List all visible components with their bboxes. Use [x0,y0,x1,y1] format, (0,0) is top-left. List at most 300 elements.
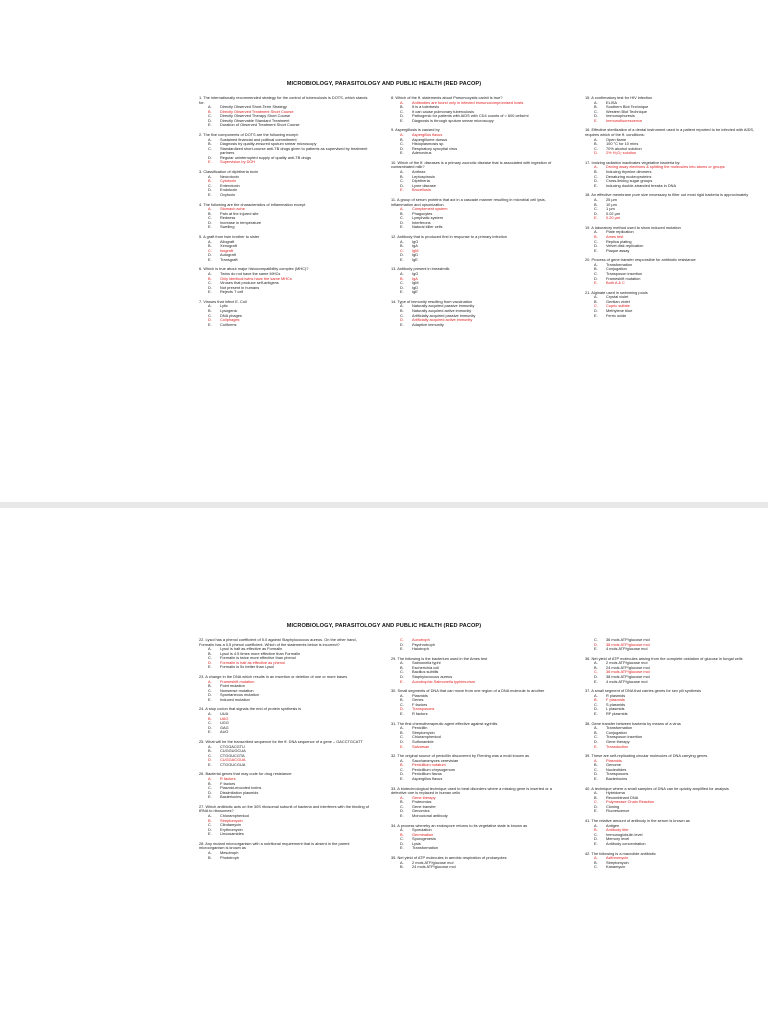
question-block [585,787,757,814]
choice-text: Conjugation [606,266,627,272]
question-block [585,128,757,155]
choice-letter: C. [208,720,212,726]
choice-text: 1 µm [606,206,615,212]
choice-text: Driving away electrons & splitting the molecules into atoms or groups [606,164,725,170]
choice-text: IgM [412,247,419,253]
choice-letter: E. [594,711,598,717]
choice-letter: E. [400,187,404,193]
choice-letter: B. [594,859,598,865]
choice-text: Crystal violet [606,294,629,300]
choice-letter: D. [208,154,212,160]
choice-text: R factors [412,711,428,717]
question-block [199,170,371,197]
question-text: 21. Alginate used in swimming pools [585,289,648,295]
choice-letter: E. [208,761,212,767]
choice-letter: E. [400,224,404,230]
choice-letter: E. [594,840,598,846]
choice-text: Transposons [412,706,435,712]
choice-text: UGG [220,720,229,726]
choice-text: Both A & C [606,280,625,286]
question-block [199,740,371,767]
choice-text: Frameshift mutation [606,275,641,281]
question-block [391,638,563,652]
choice-text: Point mutation [220,683,245,689]
choice-letter: B. [594,104,598,110]
question-text: 20. Process of gene transfer responsible for antibiotic resistance [585,257,696,263]
choice-letter: B. [400,664,404,670]
question-text: 33. A biotechnological technique used to treat disorders where a missing gene is inserted or a defective one is replaced in human cells [391,785,552,796]
choice-text: 2 mols ATP/glucose mol [412,859,454,865]
choice-text: Cross-linking sugar groups [606,178,653,184]
choice-letter: C. [208,752,212,758]
choice-letter: B. [400,831,404,837]
choice-letter: A. [208,270,212,276]
choice-letter: B. [400,210,404,216]
question-text: 3. Classification of diphtheria toxin [199,169,259,175]
question-text: 6. Which is true about major histocompatibility complex (MHC)? [199,266,309,272]
choice-letter: D. [400,317,404,323]
choice-option [585,842,757,847]
choice-letter: A. [400,859,404,865]
choice-text: Psychrotroph [412,641,435,647]
document-page-2 [0,508,768,1024]
choice-letter: D. [594,803,598,809]
choice-letter: B. [208,748,212,754]
choice-letter: A. [594,229,598,235]
choice-letter: C. [400,280,404,286]
choice-letter: E. [400,775,404,781]
choice-letter: A. [594,725,598,731]
choice-text: 25 µm [606,196,617,202]
choice-text: Not present in humans [220,284,260,290]
choice-text: Twins do not have the same MHCs [220,270,281,276]
choice-text: Formalin is 5x better than Lysol [220,664,274,670]
choice-text: Plasmids [412,692,428,698]
choice-letter: B. [208,817,212,823]
choice-letter: B. [208,683,212,689]
choice-letter: D. [594,706,598,712]
choice-text: Supervision by DOH [220,159,256,165]
choice-letter: B. [594,729,598,735]
choice-text: GAG [220,724,229,730]
choice-letter: A. [208,104,212,110]
choice-letter: A. [208,743,212,749]
choice-text: Coliforms [220,321,237,327]
choice-letter: E. [208,256,212,262]
choice-letter: C. [594,303,598,309]
choice-text: IgD [412,284,419,290]
choice-text: Transduction [606,743,629,749]
choice-text: 10 µm [606,201,617,207]
question-block [585,657,757,684]
choice-letter: C. [208,182,212,188]
choice-text: Duration of Observed Treatment Short Course [220,122,300,128]
choice-option [199,795,371,800]
choice-letter: E. [400,150,404,156]
choice-text: Plate replication [606,229,634,235]
choice-letter: B. [400,864,404,870]
choice-text: Formalin is half as effective as phenol [220,659,286,665]
choice-text: UUA [220,711,229,717]
choice-text: Aspergillus flavus [412,775,443,781]
question-text: 34. A process whereby an endospore returns to its vegetative state is known as [391,822,528,828]
choice-text: Sporogenesis [412,836,436,842]
choice-text: Diphtheria [412,178,430,184]
choice-option [585,647,757,652]
choice-letter: C. [208,312,212,318]
choice-option [391,777,563,782]
choice-letter: C. [594,864,598,870]
choice-text: Recombinant DNA [606,794,639,800]
question-text: 37. A small segment of DNA that carries genes for sex pili synthesis [585,688,702,694]
choice-letter: B. [400,799,404,805]
question-block [199,675,371,702]
choice-letter: C. [208,655,212,661]
choice-letter: D. [400,641,404,647]
choice-option [585,865,757,870]
choice-letter: C. [208,785,212,791]
question-text: 23. A change in the DNA which results in an insertion or deletion of one or more bases [199,674,348,680]
choice-letter: A. [594,196,598,202]
choice-letter: C. [594,701,598,707]
choice-text: F factors [220,780,236,786]
choice-letter: A. [594,261,598,267]
choice-text: IgA [412,275,418,281]
choice-text: Gene therapy [412,794,436,800]
choice-text: Increase in temperature [220,219,262,225]
choice-text: Kanamycin [606,864,626,870]
choice-text: Gene therapy [606,738,630,744]
choice-letter: E. [594,215,598,221]
choice-letter: A. [594,660,598,666]
choice-letter: D. [594,150,598,156]
question-text: 12. Antibody that is produced first in response to a primary infection [391,233,507,239]
choice-text: Histoplasmosis sp. [412,141,445,147]
choice-text: Swelling [220,224,235,230]
choice-letter: E. [208,122,212,128]
choice-text: Sustained financial and political commitment [220,136,297,142]
choice-letter: C. [594,831,598,837]
choice-letter: E. [400,117,404,123]
choice-text: Streptomycin [412,729,435,735]
choice-text: Mesotroph [220,850,239,855]
question-text: 35. Net yield of ATP molecules in aerobic respiration of prokaryotes [391,855,507,861]
choice-letter: B. [208,210,212,216]
choice-option [199,832,371,837]
choice-text: Only identical twins have the same MHCs [220,275,292,281]
choice-text: Transformation [606,725,633,731]
choice-text: Fluorescence [606,808,630,814]
choice-text: 0.02 µm [606,210,621,216]
choice-letter: A. [208,812,212,818]
choice-letter: B. [594,169,598,175]
choice-letter: C. [208,215,212,221]
choice-text: F factors [412,701,428,707]
question-column-2 [391,638,563,875]
choice-letter: E. [594,280,598,286]
question-block [199,805,371,837]
choice-text: Coliphages [220,317,240,323]
choice-text: Stomach ache [220,206,245,212]
question-block [391,96,563,123]
question-text: 19. A laboratory method used to show induced mutation [585,224,681,230]
choice-text: Endotoxin [220,187,238,193]
choice-text: Lyme disease [412,182,436,188]
choice-letter: A. [208,646,212,652]
choice-text: 36 mols ATP/glucose mol [606,669,650,675]
choice-letter: A. [208,711,212,717]
answer-option [585,151,757,156]
choice-text: Aspergillome dorsus [412,136,448,142]
choice-letter: B. [400,697,404,703]
choice-text: 2% H₂O₂ solution [606,150,637,156]
choice-letter: E. [594,678,598,684]
question-block [199,235,371,262]
choice-letter: C. [594,766,598,772]
choice-letter: E. [400,256,404,262]
choice-text: CTGGACGTU [220,743,245,749]
choice-text: Transposons [606,771,629,777]
answer-option [585,119,757,124]
document-page-1 [0,0,768,502]
choice-text: Naturally acquired passive immunity [412,303,475,309]
choice-letter: A. [208,850,212,855]
choice-letter: E. [594,743,598,749]
choice-letter: D. [208,187,212,193]
choice-letter: B. [208,141,212,147]
choice-text: CTGGUCGTA [220,752,245,758]
choice-text: Pain at the injured site [220,210,259,216]
choice-letter: A. [594,790,598,796]
question-block [585,852,757,870]
choice-letter: C. [594,734,598,740]
choice-option [391,814,563,819]
choice-text: Lysis [412,840,421,846]
choice-letter: A. [400,169,404,175]
choice-letter: C. [594,145,598,151]
choice-option [585,184,757,189]
choice-text: Sulfonamide [412,738,434,744]
choice-text: Regular uninterrupted supply of quality anti-TB drugs [220,154,312,160]
choice-letter: B. [400,104,404,110]
choice-text: It is a tolerbesis [412,104,440,110]
choice-text: Open flame [606,136,627,142]
choice-text: Enterotoxin [220,182,240,188]
question-text: 31. The first chemotherapeutic agent effective against syphilis [391,720,498,726]
choice-text: Penicillium chrysogenum [412,766,456,772]
choice-option [391,323,563,328]
choice-text: Gene transfer [412,803,436,809]
question-block [391,787,563,819]
question-block [391,689,563,716]
question-block [199,707,371,734]
choice-letter: A. [400,660,404,666]
choice-letter: B. [594,697,598,703]
choice-text: Velvet disk replication [606,243,644,249]
choice-text: Interferons [412,219,431,225]
choice-letter: E. [594,312,598,318]
choice-letter: D. [594,771,598,777]
choice-text: Neurotoxin [220,173,239,179]
choice-letter: B. [400,308,404,313]
choice-text: Induced mutation [220,696,250,702]
choice-letter: B. [208,780,212,786]
question-text: 29. The following is the bacterium used in the Ames test [391,655,488,661]
choice-letter: C. [594,799,598,805]
choice-text: F plasmids [606,697,625,703]
choice-letter: E. [208,289,212,295]
question-block [585,754,757,781]
choice-letter: B. [208,108,212,114]
choice-letter: B. [594,762,598,768]
choice-text: Chloramphenicol [220,812,250,818]
choice-text: Autograft [220,252,236,258]
choice-text: Antibodies are found only in infected immunocompromised hosts [412,99,524,105]
choice-text: Replica plating [606,238,632,244]
question-block [199,300,371,327]
choice-text: Memory level [606,836,630,842]
choice-option [391,712,563,717]
question-text: 16. Effective sterilization of a dental instrument used in a patient reported to be infected with AIDS, requires which of the ff. conditions: [585,127,755,138]
choice-letter: E. [208,664,212,670]
choice-text: Naturally acquired active immunity [412,308,472,313]
question-block [391,657,563,684]
question-text: 32. The original source of penicillin discovered by Fleming was a mold known as [391,753,530,759]
question-block [585,96,757,123]
choice-letter: C. [400,215,404,221]
choice-letter: D. [594,275,598,281]
choice-text: 4 mols ATP/glucose mol [606,646,648,652]
choice-text: Monoclonal antibody [412,812,448,818]
choice-text: Natural killer cells [412,224,443,230]
page-title: MICROBIOLOGY, PARASITOLOGY AND PUBLIC HEALTH (RED PACOP) [286,623,482,629]
choice-letter: C. [208,113,212,119]
choice-text: Lytic [220,303,228,309]
choice-option [391,258,563,263]
question-column-2 [391,96,563,332]
choice-letter: A. [400,757,404,763]
choice-letter: A. [400,99,404,105]
choice-text: Adenovirus [412,150,432,156]
choice-letter: E. [208,831,212,837]
choice-letter: E. [400,743,404,749]
choice-text: Antibody titer [606,827,629,833]
choice-text: Leptospirosis [412,173,435,179]
choice-text: Lysogenic [220,308,238,313]
choice-text: Nucleotides [606,766,627,772]
choice-text: DNA phages [220,312,242,318]
choice-text: Western Blot Technique [606,108,647,114]
choice-letter: C. [400,108,404,114]
choice-option [585,249,757,254]
choice-letter: D. [594,178,598,184]
question-text: 40. A technique where a small samples of DNA can be quickly amplified for analysis [585,785,729,791]
choice-option [199,123,371,128]
question-block [585,193,757,220]
choice-letter: E. [208,321,212,327]
choice-letter: B. [400,243,404,249]
choice-text: Plasmids [606,757,622,763]
choice-letter: B. [208,243,212,249]
choice-letter: C. [400,312,404,318]
choice-text: Bacillus subtilis [412,669,439,675]
choice-text: CUGGUGCUA [220,748,246,754]
choice-letter: D. [400,145,404,151]
choice-letter: E. [208,224,212,230]
choice-letter: D. [594,674,598,680]
choice-option [199,856,371,861]
choice-letter: D. [594,836,598,842]
choice-letter: B. [208,275,212,281]
choice-text: Brucellosis [412,187,431,193]
choice-text: IgE [412,256,418,262]
choice-letter: A. [594,99,598,105]
choice-letter: D. [208,692,212,698]
choice-text: Antigen [606,822,620,828]
question-text: 8. Which of the ff. statements about Pneumocystis carinii is true? [391,95,503,100]
choice-option [199,258,371,263]
choice-text: Phagocytes [412,210,433,216]
choice-letter: C. [400,803,404,809]
choice-text: Respiratory syncytial virus [412,145,458,151]
choice-text: Gentian violet [606,298,630,304]
choice-text: Erythromycin [220,826,243,832]
question-block [585,819,757,846]
choice-letter: A. [594,855,598,861]
choice-text: ELISA [606,99,618,105]
choice-text: R plasmids [606,692,626,698]
question-text: 30. Small segments of DNA that can move from one region of a DNA molecule to another [391,688,545,694]
question-block [391,267,563,294]
choice-text: 24 mols ATP/glucose mol [606,664,650,670]
choice-text: Directly Observable Standard Treatment [220,117,290,123]
choice-text: Genome [606,762,621,768]
choice-text: It can cause pulmonary tuberculosis [412,108,475,114]
choice-letter: E. [400,812,404,818]
choice-letter: E. [594,646,598,652]
choice-letter: D. [400,252,404,258]
choice-letter: E. [208,159,212,165]
choice-text: Clindamycin [220,822,242,828]
question-block [391,128,563,155]
choice-letter: A. [594,164,598,170]
choice-text: Streptomycin [220,817,243,823]
answer-option [199,160,371,165]
choice-text: Saccharomyces cerevisiae [412,757,459,763]
question-text: 36. Net yield of ATP molecules arising from the complete oxidation of glucose in fungal cells [585,655,743,661]
question-block [199,203,371,230]
choice-option [199,193,371,198]
question-block [585,226,757,253]
question-text: 39. These are self-replicating circular molecules of DNA carrying genes [585,753,708,759]
choice-letter: B. [400,136,404,142]
choice-letter: D. [594,243,598,249]
choice-letter: C. [594,669,598,675]
choice-letter: B. [594,298,598,304]
choice-text: Cupric sulfate [606,303,630,309]
question-block [391,824,563,851]
choice-text: Transposon insertion [606,734,643,740]
choice-letter: D. [208,252,212,258]
choice-text: Bacteriocins [220,794,242,800]
choice-letter: C. [400,766,404,772]
choice-letter: E. [400,646,404,652]
choice-letter: B. [594,794,598,800]
choice-letter: B. [400,729,404,735]
question-text: 1. The internationally recommended strategy for the control of tuberculosis is DOTS, which stands for: [199,95,368,105]
question-text: 41. The relative amount of antibody in the serum is known as [585,818,690,824]
choice-text: Plaque assay [606,247,630,253]
